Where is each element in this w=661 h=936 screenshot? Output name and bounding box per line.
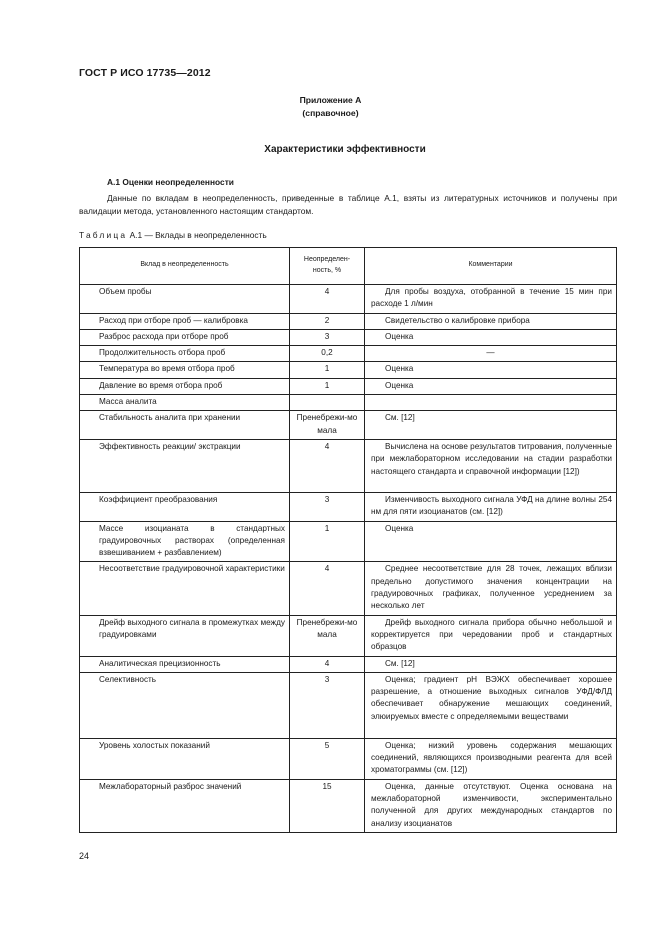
cell-comment: — — [365, 346, 617, 362]
cell-value: 2 — [290, 313, 365, 329]
cell-comment: Свидетельство о калибровке прибора — [365, 313, 617, 329]
cell-comment: Изменчивость выходного сигнала УФД на длине волны 254 нм для пяти изоцианатов (см. [12]) — [365, 492, 617, 521]
cell-comment: Оценка — [365, 329, 617, 345]
cell-comment: Оценка; градиент рН ВЭЖХ обеспечивает хорошее разрешение, а отношение выходных сигналов УФД/ФЛД обеспечивает обнаружение мешающих соединений, элюируемых вместе с определяемыми веществами — [365, 672, 617, 738]
table-row — [80, 395, 617, 411]
main-title: Характеристики эффективности — [264, 144, 426, 155]
cell-comment: Вычислена на основе результатов титрования, полученные при межлабораторном исследовании на стадии разработки настоящего стандарта и справочной информации [12]) — [365, 439, 617, 492]
cell-value: 1 — [290, 378, 365, 394]
cell-source: Массе изоцианата в стандартных градуировочных растворах (определенная взвешиванием + разбавлением) — [80, 521, 290, 562]
cell-source: Объем пробы — [80, 285, 290, 314]
cell-value: Пренебрежи-мо мала — [290, 615, 365, 656]
cell-comment — [365, 395, 617, 411]
cell-source: Межлабораторный разброс значений — [80, 779, 290, 832]
header-comment: Комментарии — [365, 248, 617, 285]
cell-source: Аналитическая прецизионность — [80, 656, 290, 672]
cell-value: 4 — [290, 285, 365, 314]
intro-paragraph: Данные по вкладам в неопределенность, приведенные в таблице А.1, взяты из литературных источников и получены при валидации метода, установленного настоящим стандартом. — [79, 193, 617, 216]
cell-value: Пренебрежи-мо мала — [290, 411, 365, 440]
table-row — [80, 492, 617, 521]
standard-code: ГОСТ Р ИСО 17735—2012 — [79, 67, 211, 79]
cell-comment: Оценка; низкий уровень содержания мешающих соединений, являющихся производными реагента для всей хроматограммы (см. [12]) — [365, 738, 617, 779]
cell-comment: Оценка — [365, 378, 617, 394]
cell-source: Эффективность реакции/ экстракции — [80, 439, 290, 492]
cell-value: 15 — [290, 779, 365, 832]
table-row — [80, 779, 617, 832]
table-row — [80, 672, 617, 738]
header-value: Неопределен-ность, % — [290, 248, 365, 285]
appendix-type: (справочное) — [302, 108, 359, 118]
cell-value: 3 — [290, 329, 365, 345]
cell-value: 1 — [290, 521, 365, 562]
cell-source: Несоответствие градуировочной характеристики — [80, 562, 290, 615]
cell-value: 5 — [290, 738, 365, 779]
cell-source: Селективность — [80, 672, 290, 738]
cell-value: 0,2 — [290, 346, 365, 362]
table-caption — [79, 230, 267, 240]
table-row — [80, 362, 617, 378]
table-caption-text: А.1 — Вклады в неопределенность — [127, 230, 267, 240]
header-source: Вклад в неопределенность — [80, 248, 290, 285]
table-row — [80, 329, 617, 345]
table-header-row — [80, 248, 617, 285]
cell-comment: См. [12] — [365, 656, 617, 672]
cell-comment: Среднее несоответствие для 28 точек, лежащих вблизи предельно допустимого значения концентрации на градуировочных графиках, полученное усреднением за несколько лет — [365, 562, 617, 615]
page-number: 24 — [79, 851, 90, 861]
cell-comment: Оценка, данные отсутствуют. Оценка основана на межлабораторной изменчивости, экспериментально полученной для других международных стандартов по анализу изоцианатов — [365, 779, 617, 832]
table-row — [80, 411, 617, 440]
table-row — [80, 656, 617, 672]
cell-comment: Оценка — [365, 362, 617, 378]
table-caption-label: Таблица — [79, 230, 128, 240]
cell-source: Стабильность аналита при хранении — [80, 411, 290, 440]
table-row — [80, 285, 617, 314]
cell-source: Уровень холостых показаний — [80, 738, 290, 779]
cell-source: Температура во время отбора проб — [80, 362, 290, 378]
cell-source: Продолжительность отбора проб — [80, 346, 290, 362]
cell-value: 1 — [290, 362, 365, 378]
table-row — [80, 313, 617, 329]
uncertainty-table — [79, 247, 617, 833]
cell-source: Коэффициент преобразования — [80, 492, 290, 521]
cell-source: Расход при отборе проб — калибровка — [80, 313, 290, 329]
appendix-title: Приложение А — [299, 95, 362, 105]
table-body — [80, 285, 617, 833]
cell-value — [290, 395, 365, 411]
cell-value: 4 — [290, 562, 365, 615]
cell-source: Масса аналита — [80, 395, 290, 411]
cell-value: 4 — [290, 656, 365, 672]
cell-value: 3 — [290, 492, 365, 521]
table-row — [80, 521, 617, 562]
cell-value: 4 — [290, 439, 365, 492]
table-row — [80, 378, 617, 394]
cell-source: Разброс расхода при отборе проб — [80, 329, 290, 345]
cell-source: Давление во время отбора проб — [80, 378, 290, 394]
cell-comment: Дрейф выходного сигнала прибора обычно небольшой и корректируется при чередовании проб и стандартных образцов — [365, 615, 617, 656]
cell-comment: См. [12] — [365, 411, 617, 440]
section-heading: А.1 Оценки неопределенности — [107, 177, 234, 187]
table-row — [80, 346, 617, 362]
table-row — [80, 615, 617, 656]
cell-source: Дрейф выходного сигнала в промежутках между градуировками — [80, 615, 290, 656]
table-row — [80, 562, 617, 615]
table-row — [80, 738, 617, 779]
cell-comment: Оценка — [365, 521, 617, 562]
cell-comment: Для пробы воздуха, отобранной в течение 15 мин при расходе 1 л/мин — [365, 285, 617, 314]
cell-value: 3 — [290, 672, 365, 738]
table-row — [80, 439, 617, 492]
